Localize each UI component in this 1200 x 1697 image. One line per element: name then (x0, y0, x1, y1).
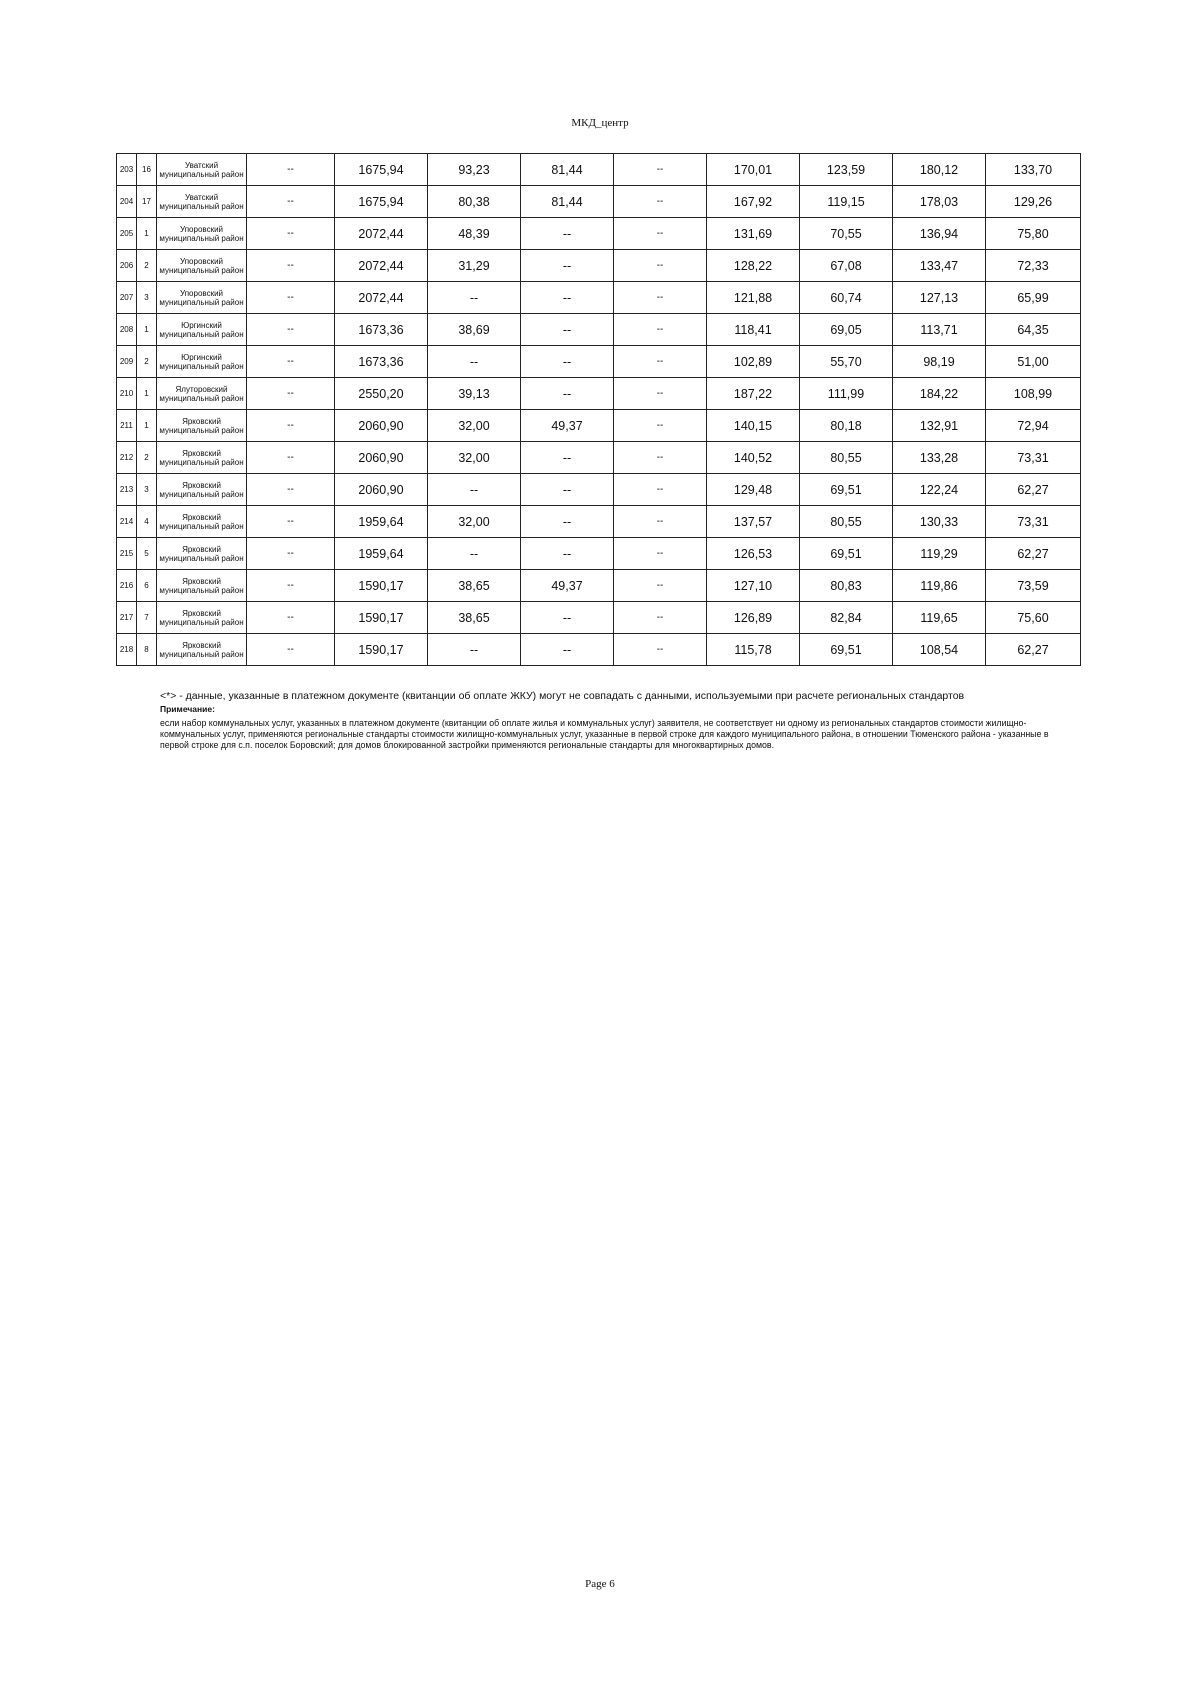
cell-c4: -- (521, 474, 614, 506)
cell-c2: 2072,44 (335, 282, 428, 314)
cell-name: Ярковский муниципальный район (157, 410, 247, 442)
cell-name: Упоровский муниципальный район (157, 250, 247, 282)
cell-c5: -- (614, 282, 707, 314)
cell-c3: 32,00 (428, 442, 521, 474)
cell-name: Ярковский муниципальный район (157, 602, 247, 634)
cell-c9: 51,00 (986, 346, 1081, 378)
cell-name: Ярковский муниципальный район (157, 570, 247, 602)
cell-no: 205 (117, 218, 137, 250)
cell-c8: 119,29 (893, 538, 986, 570)
cell-no: 215 (117, 538, 137, 570)
cell-c7: 111,99 (800, 378, 893, 410)
cell-c5: -- (614, 378, 707, 410)
document-title: МКД_центр (571, 117, 629, 129)
cell-c3: 31,29 (428, 250, 521, 282)
cell-c6: 129,48 (707, 474, 800, 506)
cell-c2: 2072,44 (335, 218, 428, 250)
table-row (117, 474, 1081, 506)
cell-c3: 32,00 (428, 506, 521, 538)
cell-c1: -- (247, 314, 335, 346)
cell-c2: 2550,20 (335, 378, 428, 410)
cell-c9: 62,27 (986, 634, 1081, 666)
cell-c2: 1673,36 (335, 314, 428, 346)
cell-c9: 129,26 (986, 186, 1081, 218)
cell-c5: -- (614, 602, 707, 634)
cell-no: 210 (117, 378, 137, 410)
table-row (117, 218, 1081, 250)
cell-c4: -- (521, 442, 614, 474)
notes-section (160, 690, 1065, 751)
cell-c1: -- (247, 186, 335, 218)
cell-name: Ялуторовский муниципальный район (157, 378, 247, 410)
table-row (117, 250, 1081, 282)
cell-c3: -- (428, 282, 521, 314)
cell-c9: 62,27 (986, 538, 1081, 570)
cell-c1: -- (247, 506, 335, 538)
cell-c8: 108,54 (893, 634, 986, 666)
cell-c4: 81,44 (521, 186, 614, 218)
cell-c5: -- (614, 506, 707, 538)
cell-c5: -- (614, 346, 707, 378)
cell-c8: 122,24 (893, 474, 986, 506)
cell-sub: 3 (137, 282, 157, 314)
cell-c4: -- (521, 378, 614, 410)
cell-c1: -- (247, 442, 335, 474)
cell-c9: 72,33 (986, 250, 1081, 282)
cell-c1: -- (247, 602, 335, 634)
cell-c7: 67,08 (800, 250, 893, 282)
cell-no: 209 (117, 346, 137, 378)
cell-name: Ярковский муниципальный район (157, 538, 247, 570)
cell-c8: 113,71 (893, 314, 986, 346)
cell-sub: 2 (137, 346, 157, 378)
cell-c2: 1590,17 (335, 634, 428, 666)
table-row (117, 154, 1081, 186)
cell-c1: -- (247, 250, 335, 282)
cell-c4: -- (521, 538, 614, 570)
cell-c7: 123,59 (800, 154, 893, 186)
table-body (117, 154, 1081, 666)
cell-c5: -- (614, 154, 707, 186)
table-row (117, 378, 1081, 410)
cell-c8: 119,86 (893, 570, 986, 602)
cell-name: Ярковский муниципальный район (157, 634, 247, 666)
cell-c3: -- (428, 346, 521, 378)
cell-c6: 167,92 (707, 186, 800, 218)
cell-c9: 75,60 (986, 602, 1081, 634)
cell-c4: -- (521, 218, 614, 250)
cell-c2: 2060,90 (335, 442, 428, 474)
cell-sub: 7 (137, 602, 157, 634)
cell-c6: 140,15 (707, 410, 800, 442)
note-label: Примечание: (160, 704, 215, 714)
cell-c7: 60,74 (800, 282, 893, 314)
cell-c5: -- (614, 250, 707, 282)
cell-c6: 118,41 (707, 314, 800, 346)
cell-c6: 102,89 (707, 346, 800, 378)
table-row (117, 186, 1081, 218)
cell-c4: -- (521, 314, 614, 346)
cell-c7: 80,83 (800, 570, 893, 602)
cell-name: Юргинский муниципальный район (157, 314, 247, 346)
cell-c6: 115,78 (707, 634, 800, 666)
cell-no: 204 (117, 186, 137, 218)
cell-c9: 62,27 (986, 474, 1081, 506)
cell-c7: 69,05 (800, 314, 893, 346)
cell-c2: 2060,90 (335, 474, 428, 506)
cell-c3: 38,69 (428, 314, 521, 346)
cell-c8: 127,13 (893, 282, 986, 314)
cell-name: Ярковский муниципальный район (157, 442, 247, 474)
cell-c1: -- (247, 570, 335, 602)
cell-sub: 4 (137, 506, 157, 538)
cell-c7: 119,15 (800, 186, 893, 218)
cell-c6: 121,88 (707, 282, 800, 314)
cell-c7: 82,84 (800, 602, 893, 634)
cell-c3: 48,39 (428, 218, 521, 250)
cell-c1: -- (247, 346, 335, 378)
cell-c5: -- (614, 186, 707, 218)
cell-c3: -- (428, 634, 521, 666)
cell-c9: 133,70 (986, 154, 1081, 186)
cell-c1: -- (247, 282, 335, 314)
cell-name: Юргинский муниципальный район (157, 346, 247, 378)
cell-c1: -- (247, 218, 335, 250)
cell-c6: 126,89 (707, 602, 800, 634)
cell-sub: 2 (137, 442, 157, 474)
cell-c9: 73,31 (986, 442, 1081, 474)
cell-c1: -- (247, 634, 335, 666)
cell-c6: 187,22 (707, 378, 800, 410)
cell-no: 213 (117, 474, 137, 506)
cell-c6: 170,01 (707, 154, 800, 186)
cell-c8: 130,33 (893, 506, 986, 538)
footnote: <*> - данные, указанные в платежном документе (квитанции об оплате ЖКУ) могут не совпадать с данными, используемыми при расчете региональных стандартов (160, 690, 965, 702)
cell-c3: -- (428, 538, 521, 570)
cell-c9: 73,31 (986, 506, 1081, 538)
cell-name: Упоровский муниципальный район (157, 218, 247, 250)
cell-c3: 32,00 (428, 410, 521, 442)
cell-c5: -- (614, 410, 707, 442)
cell-c6: 128,22 (707, 250, 800, 282)
cell-c3: 93,23 (428, 154, 521, 186)
table-row (117, 634, 1081, 666)
cell-c7: 80,55 (800, 506, 893, 538)
cell-c7: 69,51 (800, 538, 893, 570)
cell-c7: 70,55 (800, 218, 893, 250)
cell-c8: 136,94 (893, 218, 986, 250)
cell-c3: -- (428, 474, 521, 506)
cell-c2: 2060,90 (335, 410, 428, 442)
cell-name: Уватский муниципальный район (157, 186, 247, 218)
cell-c2: 1675,94 (335, 186, 428, 218)
cell-c1: -- (247, 474, 335, 506)
cell-c8: 132,91 (893, 410, 986, 442)
cell-c7: 69,51 (800, 474, 893, 506)
cell-sub: 1 (137, 314, 157, 346)
cell-c9: 108,99 (986, 378, 1081, 410)
cell-c9: 73,59 (986, 570, 1081, 602)
cell-c2: 1959,64 (335, 538, 428, 570)
table-row (117, 602, 1081, 634)
cell-c4: 49,37 (521, 410, 614, 442)
cell-c8: 184,22 (893, 378, 986, 410)
note-text: если набор коммунальных услуг, указанных в платежном документе (квитанции об оплате жилья и коммунальных услуг) заявителя, не соответствует ни одному из региональных стандартов стоимости жилищно-коммунальных услуг, применяются региональные стандарты стоимости жилищно-коммунальных услуг, указанные в первой строке для каждого муниципального района, в отношении Тюменского района - указанные в первой строке для с.п. поселок Боровский; для домов блокированной застройки применяются региональные стандарты для многоквартирных домов. (160, 718, 1049, 750)
cell-sub: 16 (137, 154, 157, 186)
cell-c8: 133,28 (893, 442, 986, 474)
cell-c8: 180,12 (893, 154, 986, 186)
cell-no: 206 (117, 250, 137, 282)
cell-no: 212 (117, 442, 137, 474)
cell-c1: -- (247, 410, 335, 442)
cell-sub: 8 (137, 634, 157, 666)
cell-c9: 64,35 (986, 314, 1081, 346)
cell-no: 217 (117, 602, 137, 634)
cell-c2: 1590,17 (335, 602, 428, 634)
cell-sub: 6 (137, 570, 157, 602)
cell-c7: 80,18 (800, 410, 893, 442)
table-row (117, 410, 1081, 442)
cell-c8: 133,47 (893, 250, 986, 282)
cell-c6: 126,53 (707, 538, 800, 570)
cell-no: 203 (117, 154, 137, 186)
cell-c5: -- (614, 442, 707, 474)
cell-sub: 2 (137, 250, 157, 282)
cell-name: Ярковский муниципальный район (157, 506, 247, 538)
cell-no: 208 (117, 314, 137, 346)
table-row (117, 506, 1081, 538)
cell-c4: -- (521, 282, 614, 314)
cell-c5: -- (614, 218, 707, 250)
cell-c3: 39,13 (428, 378, 521, 410)
cell-c6: 137,57 (707, 506, 800, 538)
cell-c2: 2072,44 (335, 250, 428, 282)
cell-no: 216 (117, 570, 137, 602)
page-number: Page 6 (585, 1578, 615, 1590)
table-row (117, 538, 1081, 570)
cell-no: 211 (117, 410, 137, 442)
cell-c4: 49,37 (521, 570, 614, 602)
cell-c2: 1673,36 (335, 346, 428, 378)
cell-name: Уватский муниципальный район (157, 154, 247, 186)
cell-c7: 69,51 (800, 634, 893, 666)
standards-table (116, 153, 1081, 666)
cell-c5: -- (614, 538, 707, 570)
cell-sub: 1 (137, 410, 157, 442)
cell-sub: 17 (137, 186, 157, 218)
cell-c3: 38,65 (428, 570, 521, 602)
cell-sub: 1 (137, 218, 157, 250)
cell-no: 207 (117, 282, 137, 314)
cell-name: Упоровский муниципальный район (157, 282, 247, 314)
cell-c4: -- (521, 634, 614, 666)
cell-c3: 80,38 (428, 186, 521, 218)
cell-c4: -- (521, 346, 614, 378)
cell-c2: 1959,64 (335, 506, 428, 538)
cell-sub: 5 (137, 538, 157, 570)
cell-c2: 1675,94 (335, 154, 428, 186)
cell-name: Ярковский муниципальный район (157, 474, 247, 506)
cell-c3: 38,65 (428, 602, 521, 634)
cell-c2: 1590,17 (335, 570, 428, 602)
table-row (117, 346, 1081, 378)
cell-sub: 3 (137, 474, 157, 506)
cell-c4: -- (521, 250, 614, 282)
cell-sub: 1 (137, 378, 157, 410)
cell-no: 218 (117, 634, 137, 666)
cell-c8: 178,03 (893, 186, 986, 218)
table-row (117, 282, 1081, 314)
cell-c7: 80,55 (800, 442, 893, 474)
cell-c1: -- (247, 378, 335, 410)
cell-c4: -- (521, 506, 614, 538)
cell-c4: -- (521, 602, 614, 634)
cell-c1: -- (247, 538, 335, 570)
cell-c5: -- (614, 314, 707, 346)
cell-c5: -- (614, 570, 707, 602)
cell-c6: 127,10 (707, 570, 800, 602)
cell-c6: 131,69 (707, 218, 800, 250)
cell-c9: 75,80 (986, 218, 1081, 250)
cell-c5: -- (614, 474, 707, 506)
cell-c4: 81,44 (521, 154, 614, 186)
cell-c9: 72,94 (986, 410, 1081, 442)
table-row (117, 314, 1081, 346)
cell-c6: 140,52 (707, 442, 800, 474)
cell-c9: 65,99 (986, 282, 1081, 314)
cell-c5: -- (614, 634, 707, 666)
cell-no: 214 (117, 506, 137, 538)
table-row (117, 442, 1081, 474)
cell-c1: -- (247, 154, 335, 186)
cell-c8: 98,19 (893, 346, 986, 378)
table-row (117, 570, 1081, 602)
cell-c7: 55,70 (800, 346, 893, 378)
cell-c8: 119,65 (893, 602, 986, 634)
